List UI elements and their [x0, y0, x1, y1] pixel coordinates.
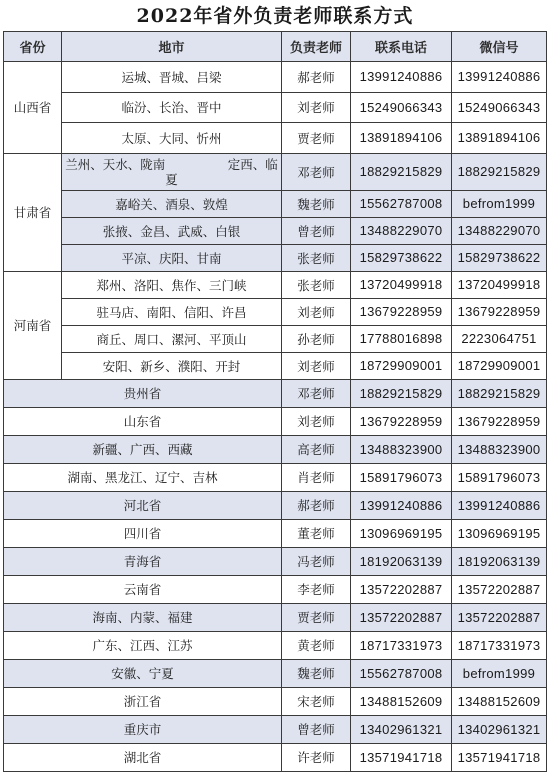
- province-city-cell: 广东、江西、江苏: [4, 631, 282, 659]
- province-city-cell: 海南、内蒙、福建: [4, 603, 282, 631]
- phone-cell: 15829738622: [351, 244, 452, 271]
- city-cell: 兰州、天水、陇南 定西、临夏: [62, 153, 282, 190]
- wechat-cell: 18729909001: [452, 352, 547, 379]
- teacher-cell: 魏老师: [282, 190, 351, 217]
- wechat-cell: 13679228959: [452, 298, 547, 325]
- document-title: 2022年省外负责老师联系方式: [136, 5, 414, 27]
- wechat-cell: 2223064751: [452, 325, 547, 352]
- phone-cell: 18829215829: [351, 153, 452, 190]
- wechat-cell: 13096969195: [452, 519, 547, 547]
- teacher-cell: 许老师: [282, 743, 351, 771]
- table-row: [4, 271, 547, 298]
- wechat-cell: 13679228959: [452, 407, 547, 435]
- table-row: [4, 62, 547, 93]
- teacher-cell: 魏老师: [282, 659, 351, 687]
- wechat-cell: 13720499918: [452, 271, 547, 298]
- phone-cell: 13572202887: [351, 603, 452, 631]
- city-cell: 商丘、周口、漯河、平顶山: [62, 325, 282, 352]
- table-row: [4, 743, 547, 771]
- table-row: [4, 631, 547, 659]
- city-cell: 平凉、庆阳、甘南: [62, 244, 282, 271]
- wechat-cell: 13488152609: [452, 687, 547, 715]
- teacher-cell: 贾老师: [282, 603, 351, 631]
- province-city-cell: 四川省: [4, 519, 282, 547]
- table-row: [4, 407, 547, 435]
- table-row: [4, 153, 547, 190]
- teacher-cell: 黄老师: [282, 631, 351, 659]
- province-city-cell: 贵州省: [4, 379, 282, 407]
- table-row: [4, 491, 547, 519]
- province-cell: 河南省: [4, 271, 62, 379]
- phone-cell: 18829215829: [351, 379, 452, 407]
- table-row: [4, 603, 547, 631]
- phone-cell: 13991240886: [351, 491, 452, 519]
- teacher-cell: 曾老师: [282, 217, 351, 244]
- phone-cell: 18729909001: [351, 352, 452, 379]
- teacher-cell: 张老师: [282, 271, 351, 298]
- province-city-cell: 新疆、广西、西藏: [4, 435, 282, 463]
- teacher-cell: 董老师: [282, 519, 351, 547]
- phone-cell: 13572202887: [351, 575, 452, 603]
- table-row: [4, 298, 547, 325]
- table-body: [4, 62, 547, 772]
- wechat-cell: 13572202887: [452, 603, 547, 631]
- province-cell: 山西省: [4, 62, 62, 154]
- table-row: [4, 659, 547, 687]
- teacher-cell: 贾老师: [282, 123, 351, 154]
- table-row: [4, 575, 547, 603]
- teacher-cell: 李老师: [282, 575, 351, 603]
- table-row: [4, 715, 547, 743]
- header-phone: 联系电话: [351, 32, 452, 62]
- phone-cell: 13488229070: [351, 217, 452, 244]
- phone-cell: 13096969195: [351, 519, 452, 547]
- wechat-cell: 18829215829: [452, 379, 547, 407]
- wechat-cell: 15891796073: [452, 463, 547, 491]
- table-row: [4, 123, 547, 154]
- province-city-cell: 云南省: [4, 575, 282, 603]
- teacher-cell: 张老师: [282, 244, 351, 271]
- wechat-cell: 13488229070: [452, 217, 547, 244]
- wechat-cell: 18192063139: [452, 547, 547, 575]
- province-city-cell: 安徽、宁夏: [4, 659, 282, 687]
- teacher-cell: 冯老师: [282, 547, 351, 575]
- wechat-cell: 13891894106: [452, 123, 547, 154]
- phone-cell: 15891796073: [351, 463, 452, 491]
- city-cell: 驻马店、南阳、信阳、许昌: [62, 298, 282, 325]
- city-cell: 安阳、新乡、濮阳、开封: [62, 352, 282, 379]
- province-city-cell: 青海省: [4, 547, 282, 575]
- province-city-cell: 湖北省: [4, 743, 282, 771]
- province-city-cell: 山东省: [4, 407, 282, 435]
- phone-cell: 15562787008: [351, 190, 452, 217]
- table-row: [4, 92, 547, 123]
- phone-cell: 13679228959: [351, 407, 452, 435]
- phone-cell: 18717331973: [351, 631, 452, 659]
- phone-cell: 13891894106: [351, 123, 452, 154]
- wechat-cell: 13402961321: [452, 715, 547, 743]
- teacher-cell: 刘老师: [282, 352, 351, 379]
- table-row: [4, 217, 547, 244]
- phone-cell: 13679228959: [351, 298, 452, 325]
- phone-cell: 13402961321: [351, 715, 452, 743]
- teacher-cell: 曾老师: [282, 715, 351, 743]
- wechat-cell: 13488323900: [452, 435, 547, 463]
- wechat-cell: 15829738622: [452, 244, 547, 271]
- phone-cell: 15249066343: [351, 92, 452, 123]
- table-row: [4, 687, 547, 715]
- city-cell: 太原、大同、忻州: [62, 123, 282, 154]
- table-row: [4, 435, 547, 463]
- table-row: [4, 352, 547, 379]
- teacher-cell: 刘老师: [282, 407, 351, 435]
- contact-table: [3, 31, 547, 772]
- teacher-cell: 刘老师: [282, 92, 351, 123]
- city-cell: 临汾、长治、晋中: [62, 92, 282, 123]
- phone-cell: 18192063139: [351, 547, 452, 575]
- city-cell: 张掖、金昌、武威、白银: [62, 217, 282, 244]
- header-province: 省份: [4, 32, 62, 62]
- wechat-cell: 13991240886: [452, 62, 547, 93]
- phone-cell: 17788016898: [351, 325, 452, 352]
- wechat-cell: 13571941718: [452, 743, 547, 771]
- teacher-cell: 邓老师: [282, 153, 351, 190]
- wechat-cell: 15249066343: [452, 92, 547, 123]
- table-row: [4, 244, 547, 271]
- table-row: [4, 379, 547, 407]
- wechat-cell: 18829215829: [452, 153, 547, 190]
- wechat-cell: 18717331973: [452, 631, 547, 659]
- wechat-cell: 13991240886: [452, 491, 547, 519]
- teacher-cell: 郝老师: [282, 491, 351, 519]
- teacher-cell: 高老师: [282, 435, 351, 463]
- table-header-row: [4, 32, 547, 62]
- city-cell: 运城、晋城、吕梁: [62, 62, 282, 93]
- province-city-cell: 浙江省: [4, 687, 282, 715]
- table-row: [4, 190, 547, 217]
- teacher-cell: 邓老师: [282, 379, 351, 407]
- province-city-cell: 河北省: [4, 491, 282, 519]
- header-wechat: 微信号: [452, 32, 547, 62]
- province-city-cell: 重庆市: [4, 715, 282, 743]
- teacher-cell: 宋老师: [282, 687, 351, 715]
- wechat-cell: befrom1999: [452, 190, 547, 217]
- teacher-cell: 孙老师: [282, 325, 351, 352]
- wechat-cell: 13572202887: [452, 575, 547, 603]
- city-cell: 郑州、洛阳、焦作、三门峡: [62, 271, 282, 298]
- city-cell: 嘉峪关、酒泉、敦煌: [62, 190, 282, 217]
- header-city: 地市: [62, 32, 282, 62]
- table-row: [4, 547, 547, 575]
- phone-cell: 13720499918: [351, 271, 452, 298]
- province-city-cell: 湖南、黑龙江、辽宁、吉林: [4, 463, 282, 491]
- phone-cell: 13991240886: [351, 62, 452, 93]
- phone-cell: 13488323900: [351, 435, 452, 463]
- phone-cell: 13488152609: [351, 687, 452, 715]
- header-teacher: 负责老师: [282, 32, 351, 62]
- wechat-cell: befrom1999: [452, 659, 547, 687]
- table-row: [4, 519, 547, 547]
- table-row: [4, 325, 547, 352]
- teacher-cell: 肖老师: [282, 463, 351, 491]
- table-row: [4, 463, 547, 491]
- phone-cell: 13571941718: [351, 743, 452, 771]
- phone-cell: 15562787008: [351, 659, 452, 687]
- province-cell: 甘肃省: [4, 153, 62, 271]
- teacher-cell: 郝老师: [282, 62, 351, 93]
- teacher-cell: 刘老师: [282, 298, 351, 325]
